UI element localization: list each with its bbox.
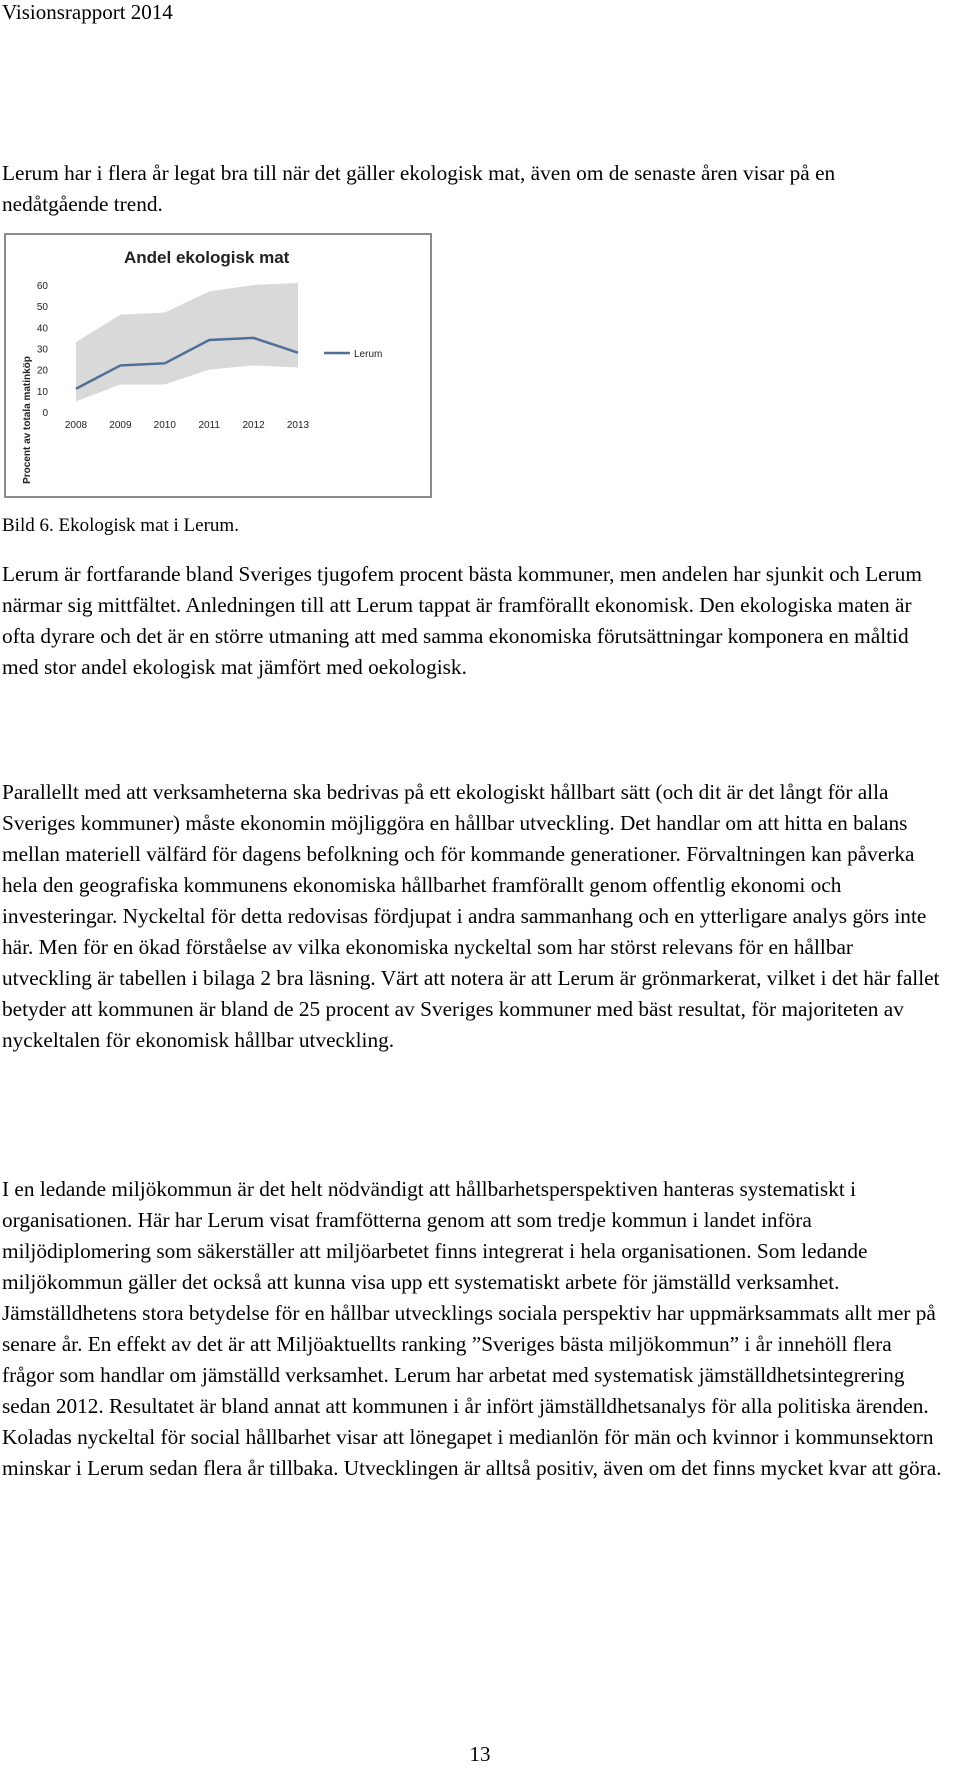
chart-title: Andel ekologisk mat: [124, 248, 290, 267]
x-tick-label: 2013: [286, 420, 310, 431]
x-tick-label: 2009: [109, 420, 132, 431]
organic-food-chart: [4, 233, 432, 498]
running-header: Visionsrapport 2014: [2, 0, 173, 24]
environment-paragraph: I en ledande miljökommun är det helt nödvändigt att hållbarhetsperspektiven hanteras systematiskt i organisationen. Här har Lerum visat framfötterna genom att som tredje kommun i landet införa miljödiplomering som säkerställer att miljöarbetet finns integrerat i hela organisationen. Som ledande miljökommun gäller det också att kunna visa upp ett systematiskt arbete för jämställd verksamhet. Jämställdhetens stora betydelse för en hållbar utvecklings sociala perspektiv har uppmärksammats allt mer på senare år. En effekt av det är att Miljöaktuellts ranking ”Sveriges bästa miljökommun” i år innehöll flera frågor som handlar om jämställd verksamhet. Lerum har arbetat med systematisk jämställdhetsintegrering sedan 2012. Resultatet är bland annat att kommunen i år infört jämställdhetsanalys för alla politiska ärenden. Koladas nyckeltal för social hållbarhet visar att lönegapet i medianlön för män och kvinnor i kommunsektorn minskar i Lerum sedan flera år tillbaka. Utvecklingen är alltså positiv, även om det finns mycket kvar att göra.: [2, 1177, 942, 1480]
page-number: 13: [469, 1742, 491, 1766]
chart-canvas: [6, 235, 430, 496]
y-tick-label: 10: [36, 386, 48, 398]
x-tick-label: 2011: [198, 420, 220, 431]
economy-paragraph: Parallellt med att verksamheterna ska bedrivas på ett ekologiskt hållbart sätt (och dit är det långt för alla Sveriges kommuner) måste ekonomin möjliggöra en hållbar utveckling. Det handlar om att hitta en balans mellan materiell välfärd för dagens befolkning och för kommande generationer. Förvaltningen kan påverka hela den geografiska kommunens ekonomiska hållbarhet framförallt genom offentlig ekonomi och investeringar. Nyckeltal för detta redovisas fördjupat i andra sammanhang och en ytterligare analys görs inte här. Men för en ökad förståelse av vilka ekonomiska nyckeltal som har störst relevans för en hållbar utveckling är tabellen i bilaga 2 bra läsning. Värt att notera är att Lerum är grönmarkerat, vilket i det här fallet betyder att kommunen är bland de 25 procent av Sveriges kommuner med bäst resultat, för majoriteten av nyckeltalen för ekonomisk hållbar utveckling.: [2, 780, 940, 1052]
status-paragraph: Lerum är fortfarande bland Sveriges tjugofem procent bästa kommuner, men andelen har sjunkit och Lerum närmar sig mittfältet. Anledningen till att Lerum tappat är framförallt ekonomisk. Den ekologiska maten är ofta dyrare och det är en större utmaning att med samma ekonomiska förutsättningar komponera en måltid med stor andel ekologisk mat jämfört med oekologisk.: [2, 562, 922, 679]
y-tick-label: 50: [36, 302, 48, 314]
x-tick-label: 2008: [64, 420, 88, 431]
chart-caption: Bild 6. Ekologisk mat i Lerum.: [2, 515, 239, 536]
y-tick-label: 20: [36, 365, 48, 377]
intro-paragraph: Lerum har i flera år legat bra till när det gäller ekologisk mat, även om de senaste åren visar på en nedåtgående trend.: [2, 161, 836, 216]
y-tick-label: 0: [42, 408, 48, 419]
x-tick-label: 2010: [153, 420, 176, 431]
x-tick-label: 2012: [242, 420, 265, 431]
legend-label: Lerum: [354, 349, 383, 360]
y-tick-label: 40: [36, 323, 48, 335]
y-tick-label: 30: [36, 344, 48, 356]
y-tick-label: 60: [36, 281, 48, 292]
y-axis-label: Procent av totala matinköp: [22, 356, 33, 484]
